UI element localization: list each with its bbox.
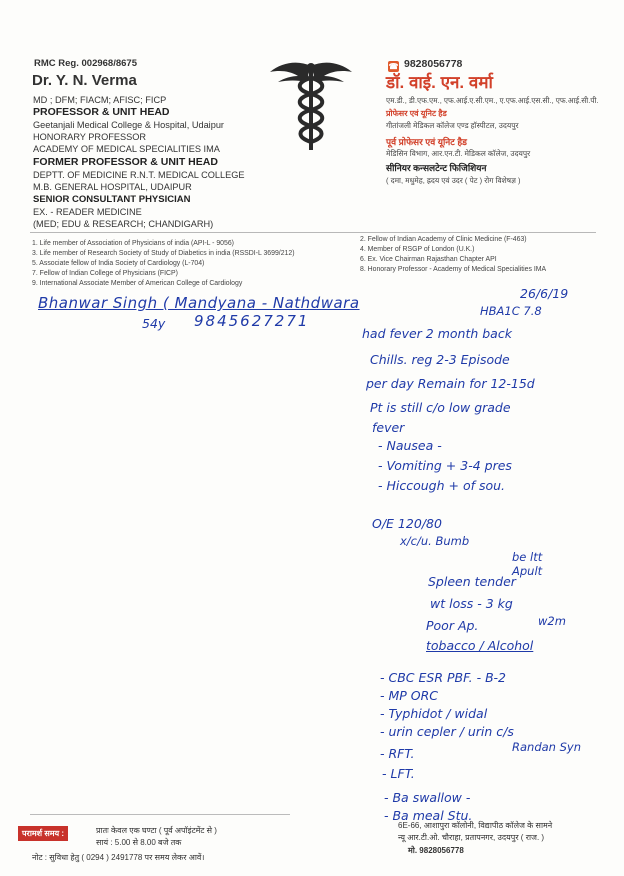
history-line: - Nausea - (378, 438, 442, 453)
investigation-line: - CBC ESR PBF. - B-2 (380, 670, 506, 685)
header-divider (30, 232, 596, 233)
investigation-line: - Ba meal Stu. (384, 808, 473, 823)
rmc-registration: RMC Reg. 002968/8675 (34, 58, 137, 69)
doctor-name: Dr. Y. N. Verma (32, 72, 137, 89)
history-line: had fever 2 month back (362, 326, 512, 341)
membership-item: 9. International Associate Member of American College of Cardiology (32, 280, 243, 287)
doctor-name-hindi: डॉ. वाई. एन. वर्मा (386, 73, 493, 92)
phone-icon: ☎ (388, 62, 399, 71)
investigation-line: - RFT. (380, 746, 415, 761)
degrees-hindi: एम.डी., डी.एफ.एम., एफ.आई.ए.सी.एम., ए.एफ.आई.एस.सी., एफ.आई.सी.पी. (386, 96, 599, 105)
history-line: Pt is still c/o low grade (370, 400, 511, 415)
investigation-line: - LFT. (382, 766, 415, 781)
exam-line: O/E 120/80 (372, 516, 442, 531)
title-former-professor: FORMER PROFESSOR & UNIT HEAD (33, 156, 218, 168)
history-line: fever (372, 420, 405, 435)
side-note: Randan Syn (512, 740, 582, 754)
caduceus-logo (268, 58, 354, 152)
history-line: Chills. reg 2-3 Episode (370, 352, 510, 367)
clinic-address-line2: न्यू आर.टी.ओ. चौराहा, प्रतापनगर, उदयपुर ( राज. ) (398, 833, 545, 842)
doctor-degrees: MD ; DFM; FIACM; AFISC; FICP (33, 95, 167, 105)
exam-line: Spleen tender (428, 574, 516, 589)
membership-item: 6. Ex. Vice Chairman Rajasthan Chapter API (360, 256, 497, 263)
exam-line: tobacco / Alcohol (426, 638, 534, 653)
history-line: per day Remain for 12-15d (366, 376, 535, 391)
membership-item: 2. Fellow of Indian Academy of Clinic Medicine (F-463) (360, 236, 527, 243)
membership-item: 3. Life member of Research Society of Study of Diabetics in india (RSSDI-L 3699/212) (32, 250, 295, 257)
institution-geetanjali: Geetanjali Medical College & Hospital, Udaipur (33, 120, 224, 130)
academy-ima: ACADEMY OF MEDICAL SPECIALITIES IMA (33, 144, 220, 154)
honorary-professor: HONORARY PROFESSOR (33, 132, 146, 142)
clinic-address-line1: 6E-66, आशापुरा कॉलोनी, विद्यापीठ कॉलेज के सामने (398, 821, 553, 830)
med-edu-research: (MED; EDU & RESEARCH; CHANDIGARH) (33, 219, 214, 229)
title-former-professor-hindi: पूर्व प्रोफेसर एवं यूनिट हैड (386, 137, 467, 147)
clinic-mobile: मो. 9828056778 (408, 846, 464, 855)
prescription-date: 26/6/19 (520, 286, 569, 301)
institution-hindi: गीतांजली मेडिकल कॉलेज एण्ड हॉस्पीटल, उदयपुर (386, 121, 519, 130)
investigation-line: - MP ORC (380, 688, 439, 703)
membership-item: 1. Life member of Association of Physicians of india (API-L - 9056) (32, 240, 234, 247)
patient-name-line: Bhanwar Singh ( Mandyana - Nathdwara (38, 294, 360, 312)
dept-hindi: मेडिसिन विभाग, आर.एन.टी. मेडिकल कॉलेज, उदयपुर (386, 149, 531, 158)
timing-evening: सायं : 5.00 से 8.00 बजे तक (96, 838, 182, 847)
exam-line: x/c/u. Bumb (400, 534, 470, 548)
dept-medicine: DEPTT. OF MEDICINE R.N.T. MEDICAL COLLEGE (33, 170, 245, 180)
investigation-line: - urin cepler / urin c/s (380, 724, 514, 739)
membership-item: 7. Fellow of Indian College of Physicians (FICP) (32, 270, 178, 277)
title-professor: PROFESSOR & UNIT HEAD (33, 106, 170, 118)
footer-divider (30, 814, 290, 815)
membership-item: 5. Associate fellow of India Society of Cardiology (L-704) (32, 260, 205, 267)
header-phone-number: 9828056778 (404, 58, 463, 70)
exam-line: wt loss - 3 kg (430, 596, 513, 611)
exam-line: w2m (538, 614, 566, 628)
title-senior-consultant-hindi: सीनियर कन्सलटेन्ट फिजिशियन (386, 163, 487, 173)
hba1c-note: HBA1C 7.8 (480, 304, 542, 318)
history-line: - Hiccough + of sou. (378, 478, 506, 493)
history-line: - Vomiting + 3-4 pres (378, 458, 512, 473)
title-senior-consultant: SENIOR CONSULTANT PHYSICIAN (33, 194, 191, 205)
exam-line: Apult (512, 564, 543, 578)
consult-timing-label: परामर्श समय : (18, 826, 68, 841)
title-professor-hindi: प्रोफेसर एवं यूनिट हैड (386, 109, 447, 118)
membership-item: 8. Honorary Professor - Academy of Medical Specialities IMA (360, 266, 547, 273)
ex-reader: EX. - READER MEDICINE (33, 207, 142, 217)
speciality-hindi: ( दमा, मधुमेह, ह्रदय एवं उदर ( पेट ) रोग विशेषज्ञ ) (386, 176, 521, 185)
investigation-line: - Ba swallow - (384, 790, 471, 805)
investigation-line: - Typhidot / widal (380, 706, 488, 721)
exam-line: Poor Ap. (426, 618, 479, 633)
patient-phone-written: 9845627271 (194, 312, 310, 330)
timing-morning: प्रातः केवल एक घण्टा ( पूर्व अपॉइंटमेंट से ) (96, 826, 217, 835)
footer-note: नोट : सुविधा हेतु ( 0294 ) 2491778 पर समय लेकर आवें। (32, 853, 205, 862)
membership-item: 4. Member of RSGP of London (U.K.) (360, 246, 475, 253)
patient-age: 54y (142, 316, 166, 331)
exam-line: be ltt (512, 550, 543, 564)
mb-hospital: M.B. GENERAL HOSPITAL, UDAIPUR (33, 182, 192, 192)
